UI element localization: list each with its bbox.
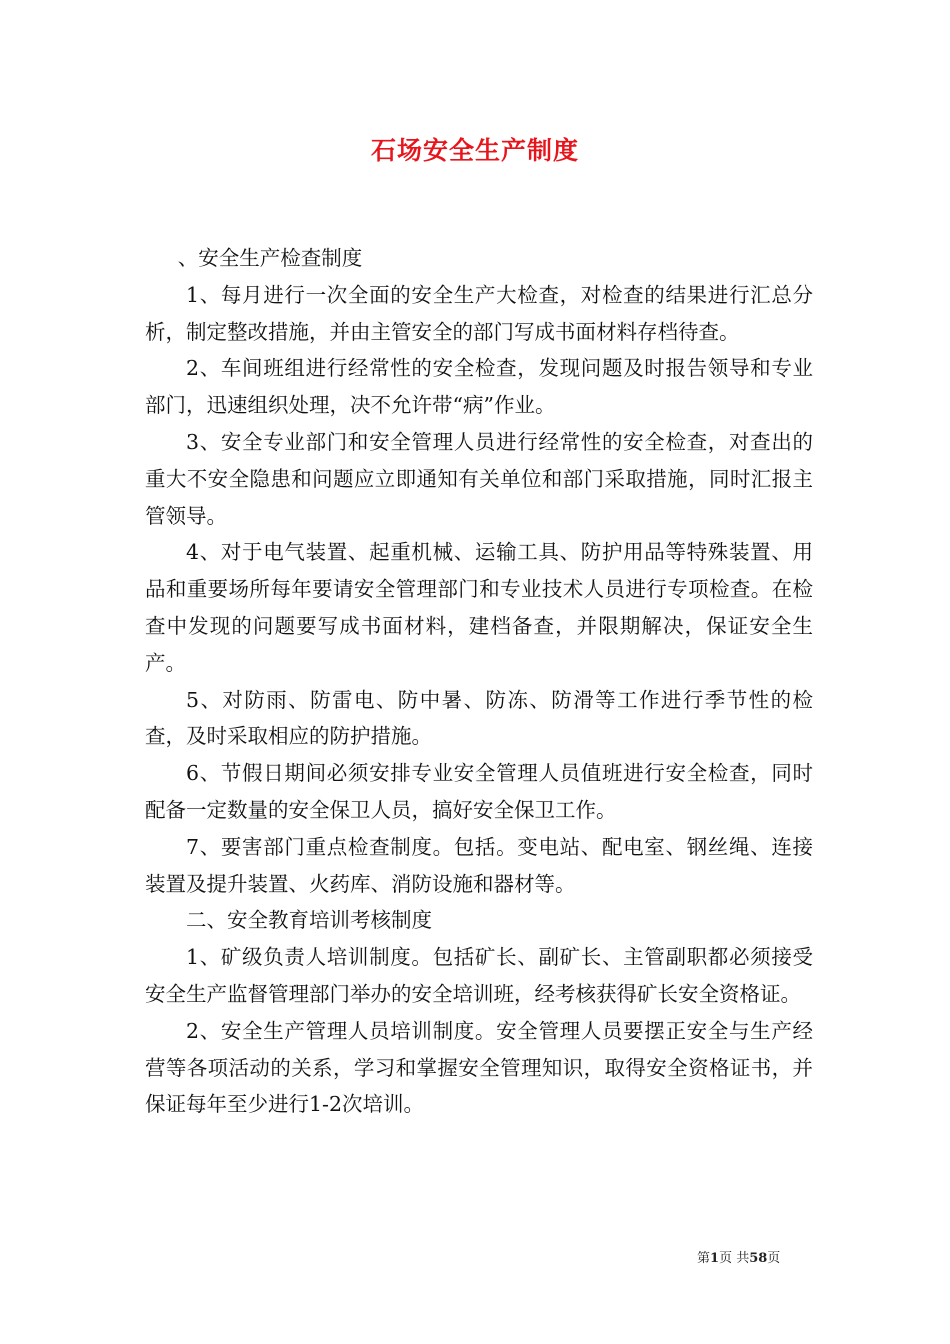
section-heading-2: 二、安全教育培训考核制度 (186, 908, 432, 933)
paragraph: 2、车间班组进行经常性的安全检查，发现问题及时报告领导和专业部门，迅速组织处理，决不允许带“病”作业。 (145, 356, 813, 418)
document-title: 石场安全生产制度 (370, 136, 579, 165)
paragraph: 1、矿级负责人培训制度。包括矿长、副矿长、主管副职都必须接受安全生产监督管理部门举办的安全培训班，经考核获得矿长安全资格证。 (145, 945, 813, 1006)
paragraph: 3、安全专业部门和安全管理人员进行经常性的安全检查，对查出的重大不安全隐患和问题应立即通知有关单位和部门采取措施，同时汇报主管领导。 (145, 429, 813, 528)
paragraph: 5、对防雨、防雷电、防中暑、防冻、防滑等工作进行季节性的检查，及时采取相应的防护措施。 (145, 687, 813, 749)
footer-suffix: 页 (767, 1251, 781, 1266)
paragraph: 4、对于电气装置、起重机械、运输工具、防护用品等特殊装置、用品和重要场所每年要请安全管理部门和专业技术人员进行专项检查。在检查中发现的问题要写成书面材料，建档备查，并限期解决，保证安全生产。 (145, 540, 813, 675)
paragraph: 7、要害部门重点检查制度。包括。变电站、配电室、钢丝绳、连接装置及提升装置、火药库、消防设施和器材等。 (145, 834, 813, 896)
page-number-footer (697, 1247, 780, 1266)
section-heading-1: 、安全生产检查制度 (177, 246, 363, 270)
document-body (145, 240, 813, 1123)
footer-middle: 页 共 (719, 1251, 750, 1266)
paragraph: 2、安全生产管理人员培训制度。安全管理人员要摆正安全与生产经营等各项活动的关系，学习和掌握安全管理知识，取得安全资格证书，并保证每年至少进行1-2次培训。 (145, 1018, 813, 1117)
paragraph: 6、节假日期间必须安排专业安全管理人员值班进行安全检查，同时配备一定数量的安全保卫人员，搞好安全保卫工作。 (145, 761, 813, 822)
paragraph: 1、每月进行一次全面的安全生产大检查，对检查的结果进行汇总分析，制定整改措施，并由主管安全的部门写成书面材料存档待查。 (145, 282, 813, 344)
current-page-number: 1 (710, 1251, 720, 1266)
footer-prefix: 第 (697, 1251, 711, 1266)
total-pages-number: 58 (749, 1251, 768, 1266)
